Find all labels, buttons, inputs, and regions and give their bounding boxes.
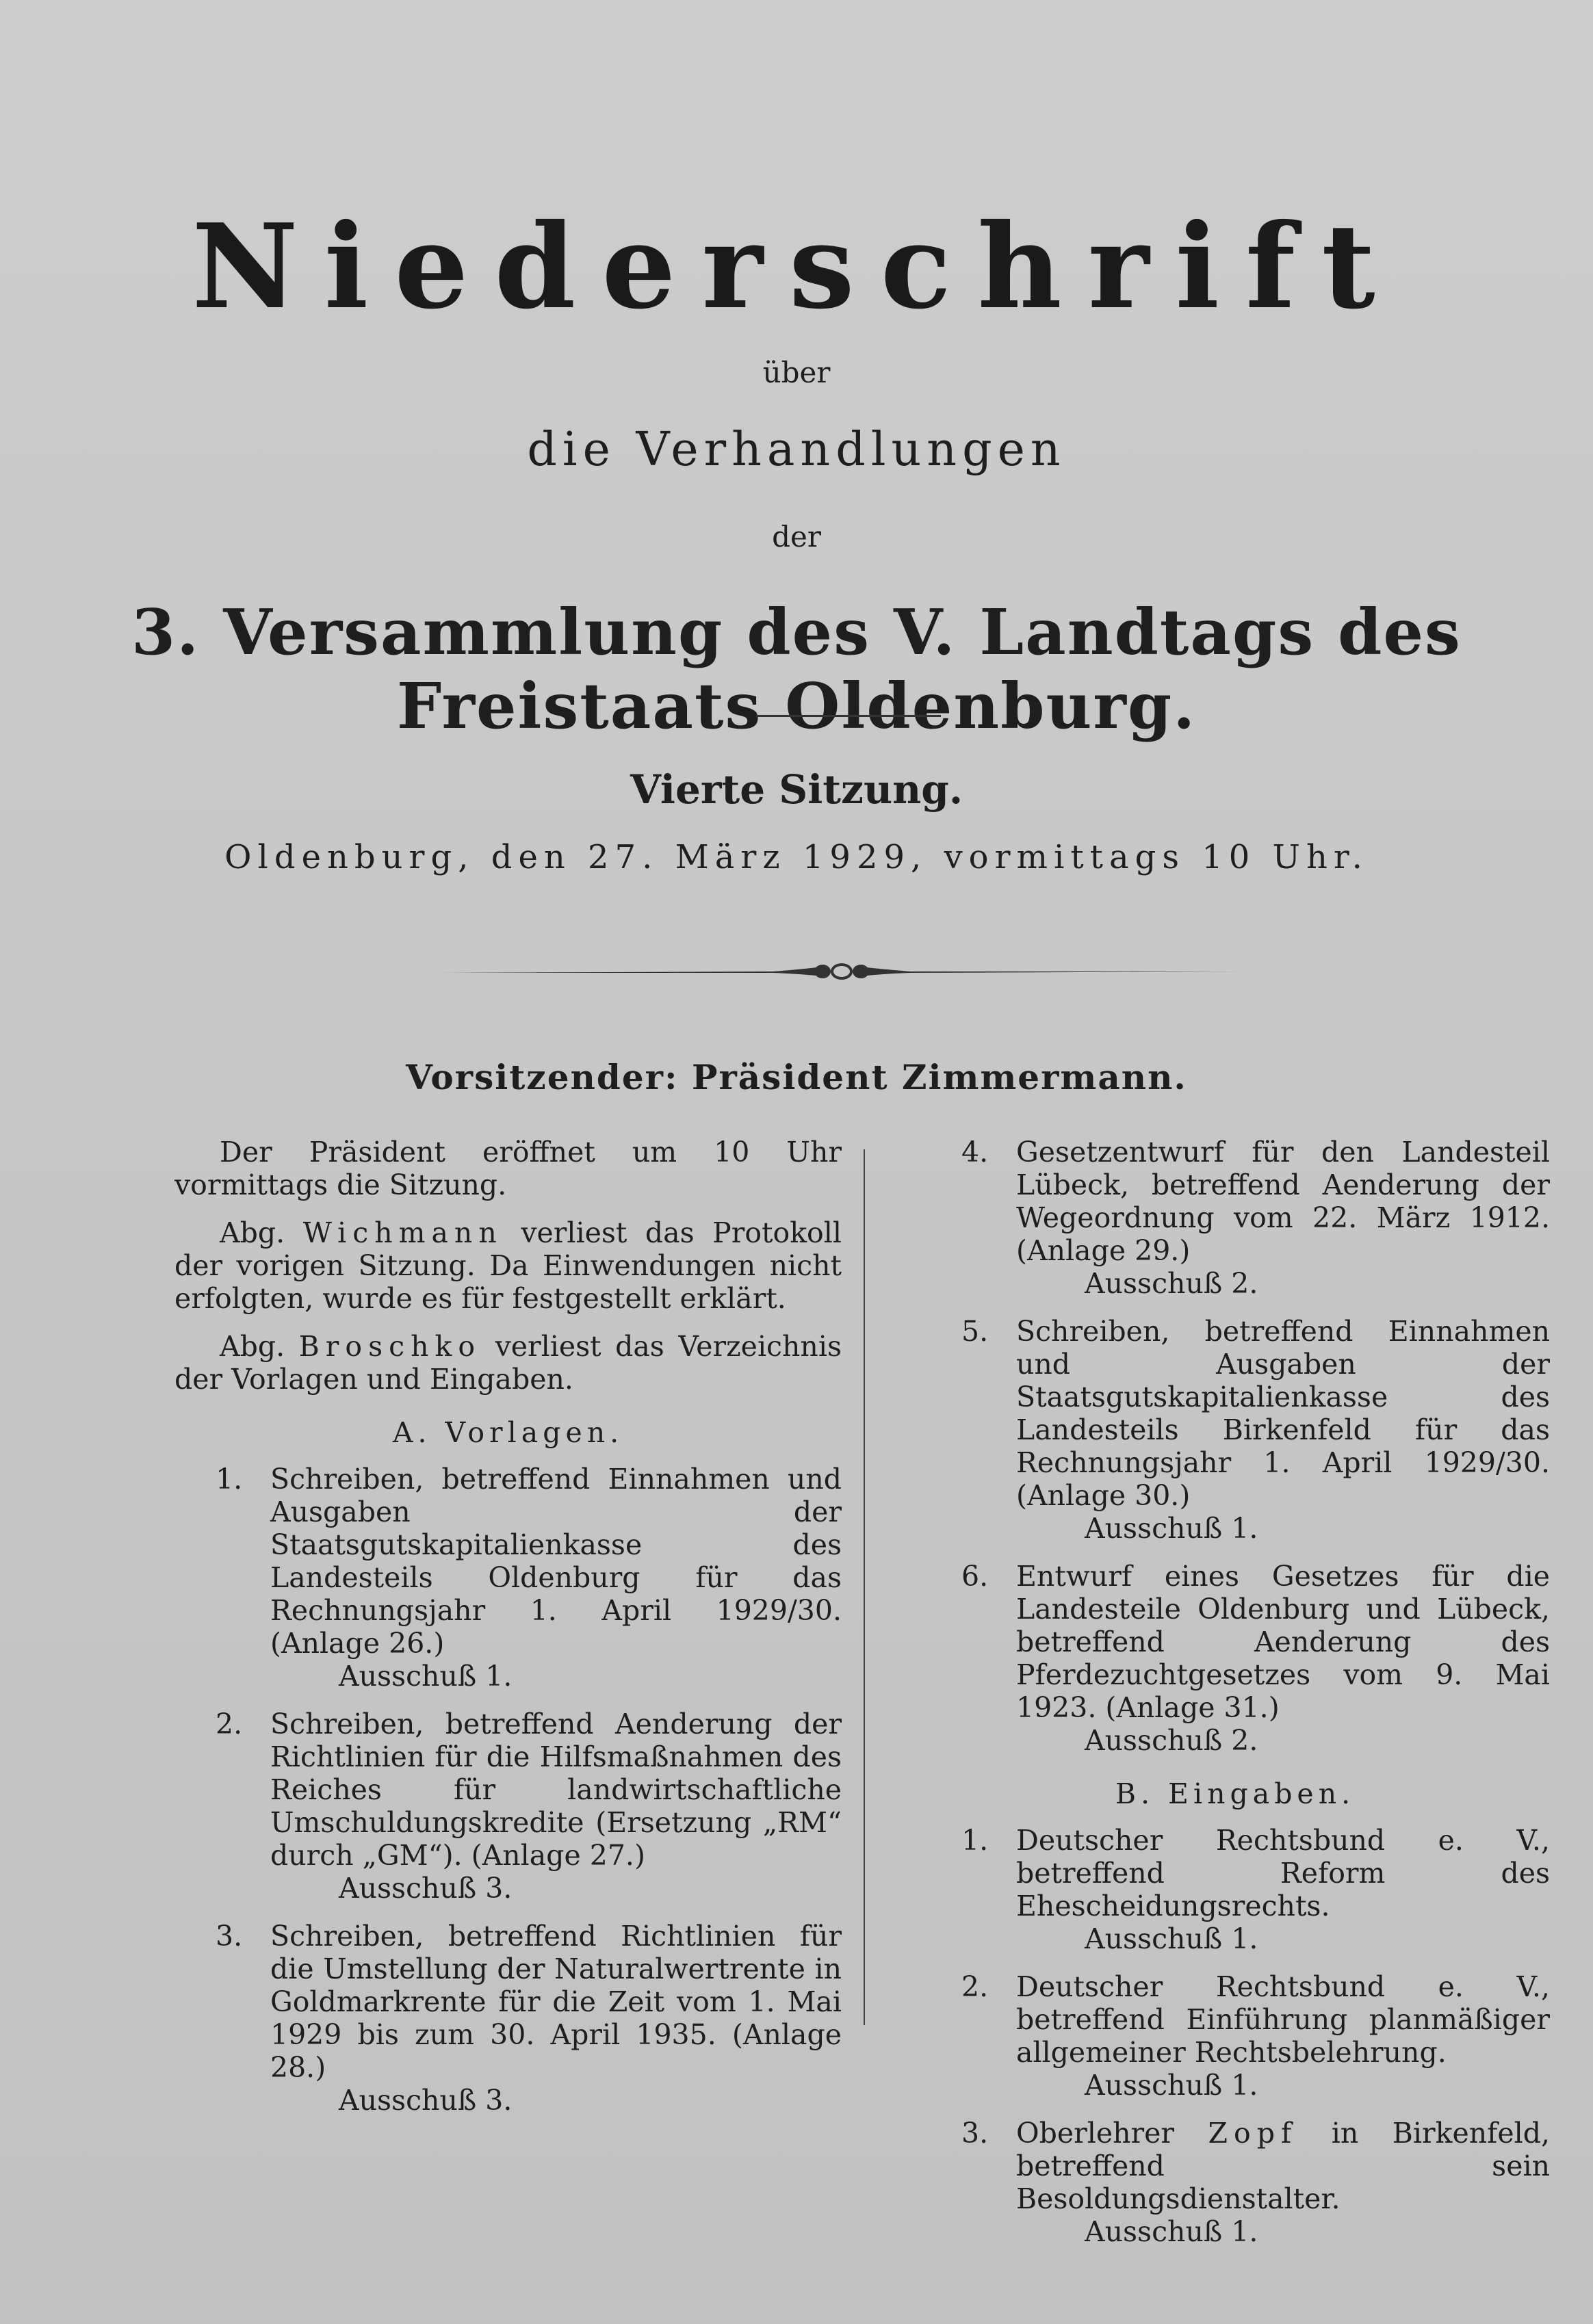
item-text: Schreiben, betreffend Richtlinien für die Umstellung der Naturalwertrente in Goldmarkrente für die Zeit vom 1. Mai 1929 bis zum 30. April 1935. (Anlage 28.)	[270, 1920, 842, 2084]
item-text: Deutscher Rechtsbund e. V., betreffend Einführung planmäßiger allgemeiner Rechtsbelehrung.	[1016, 1970, 1550, 2069]
list-item	[920, 1136, 1550, 1300]
petitioner-name: Zopf	[1208, 2117, 1298, 2150]
list-item	[920, 1824, 1550, 1955]
protocol-paragraph	[174, 1216, 842, 1315]
column-divider	[864, 1149, 865, 2025]
document-title: Niederschrift	[192, 198, 1401, 335]
item-committee: Ausschuß 1.	[1085, 2069, 1258, 2102]
item-committee: Ausschuß 1.	[1085, 2215, 1258, 2248]
list-item	[920, 2117, 1550, 2248]
speaker-name: Wichmann	[302, 1216, 503, 1249]
session-date: Oldenburg, den 27. März 1929, vormittags 10 Uhr.	[224, 838, 1369, 876]
item-text: Schreiben, betreffend Einnahmen und Ausgaben der Staatsgutskapitalienkasse des Landesteils Oldenburg für das Rechnungsjahr 1. April 1929/30. (Anlage 26.)	[270, 1463, 842, 1660]
item-text: Deutscher Rechtsbund e. V., betreffend Reform des Ehescheidungsrechts.	[1016, 1824, 1550, 1922]
short-divider	[756, 715, 941, 717]
item-number: 1.	[961, 1824, 989, 1857]
item-number: 2.	[961, 1970, 989, 2003]
opening-paragraph: Der Präsident eröffnet um 10 Uhr vormittags die Sitzung.	[174, 1136, 842, 1201]
left-column	[174, 1136, 842, 2132]
listing-paragraph	[174, 1330, 842, 1396]
item-number: 3.	[961, 2117, 989, 2150]
item-number: 1.	[216, 1463, 243, 1496]
item-committee: Ausschuß 1.	[1085, 1512, 1258, 1545]
list-item	[174, 1920, 842, 2117]
item-committee: Ausschuß 2.	[1085, 1267, 1258, 1300]
section-eingaben: B. Eingaben.	[1115, 1777, 1356, 1810]
right-column	[920, 1136, 1550, 2263]
list-item	[920, 1970, 1550, 2102]
session-heading: Vierte Sitzung.	[630, 766, 963, 813]
item-committee: Ausschuß 1.	[339, 1660, 513, 1693]
speaker-name: Broschko	[298, 1330, 482, 1363]
item-number: 2.	[216, 1708, 243, 1740]
subtitle-ueber: über	[762, 356, 831, 389]
list-item	[174, 1463, 842, 1693]
item-text: Entwurf eines Gesetzes für die Landesteile Oldenburg und Lübeck, betreffend Aenderung des Pferdezuchtgesetzes vom 9. Mai 1923. (Anlage 31.)	[1016, 1560, 1550, 1724]
protocol-text: verliest das Protokoll der vorigen Sitzung. Da Einwendungen nicht erfolgten, wurde es für festgestellt erklärt.	[174, 1216, 842, 1315]
list-item	[920, 1560, 1550, 1757]
listing-text: verliest das Verzeichnis der Vorlagen und Eingaben.	[174, 1330, 842, 1396]
section-vorlagen: A. Vorlagen.	[392, 1416, 624, 1449]
item-number: 6.	[961, 1560, 989, 1593]
assembly-heading: 3. Versammlung des V. Landtags des Freistaats Oldenburg.	[131, 595, 1462, 743]
list-item	[920, 1315, 1550, 1545]
ornament-divider-icon	[438, 951, 1245, 992]
item-text: Gesetzentwurf für den Landesteil Lübeck, betreffend Aenderung der Wegeordnung vom 22. März 1912. (Anlage 29.)	[1016, 1136, 1550, 1267]
list-item	[174, 1708, 842, 1905]
abg-label: Abg.	[220, 1216, 285, 1249]
item-text: Schreiben, betreffend Einnahmen und Ausgaben der Staatsgutskapitalienkasse des Landesteils Birkenfeld für das Rechnungsjahr 1. April 1929/30. (Anlage 30.)	[1016, 1315, 1550, 1512]
abg-label: Abg.	[220, 1330, 285, 1363]
item-text: Schreiben, betreffend Aenderung der Richtlinien für die Hilfsmaßnahmen des Reiches für landwirtschaftliche Umschuldungskredite (Ersetzung „RM“ durch „GM“). (Anlage 27.)	[270, 1708, 842, 1872]
item-committee: Ausschuß 3.	[339, 1872, 513, 1905]
chairman-line: Vorsitzender: Präsident Zimmermann.	[406, 1057, 1187, 1097]
subtitle-der: der	[772, 520, 821, 553]
subtitle-verhandlungen: die Verhandlungen	[527, 423, 1066, 477]
item-number: 3.	[216, 1920, 243, 1953]
item-number: 4.	[961, 1136, 989, 1168]
item-committee: Ausschuß 1.	[1085, 1922, 1258, 1955]
item-committee: Ausschuß 3.	[339, 2084, 513, 2117]
item-number: 5.	[961, 1315, 989, 1348]
item-committee: Ausschuß 2.	[1085, 1724, 1258, 1757]
item-text-a: Oberlehrer	[1016, 2117, 1174, 2150]
item-text-b: in Birkenfeld, betreffend sein Besoldungsdienstalter.	[1016, 2117, 1550, 2215]
